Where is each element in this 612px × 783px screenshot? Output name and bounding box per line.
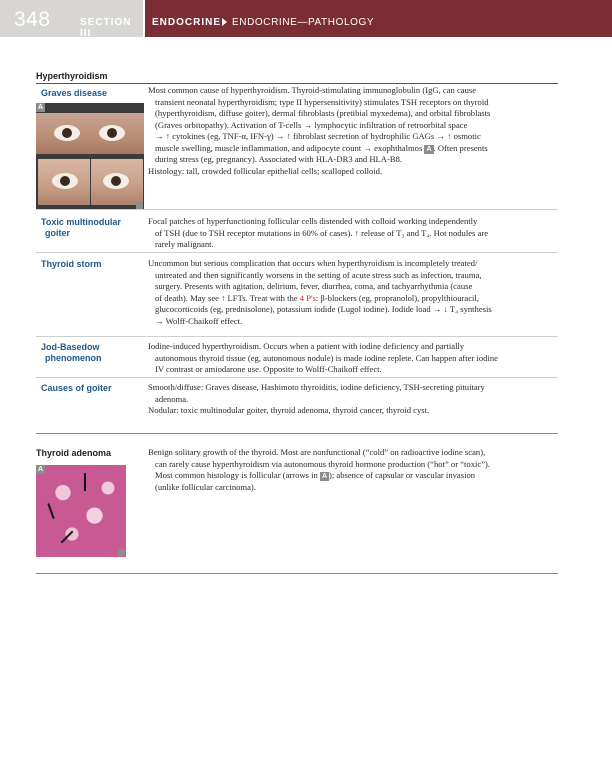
term-causes-of-goiter: Causes of goiter xyxy=(41,383,112,393)
chapter-label: ENDOCRINE xyxy=(152,17,222,28)
text-line: (Graves orbitopathy). Activation of T-cells → lymphocytic infiltration of retroorbital space xyxy=(155,119,468,130)
section-end-rule xyxy=(36,573,558,574)
text-line: autonomous thyroid tissue (eg, autonomous nodule) is made iodine replete. Can happen after iodine xyxy=(155,352,498,363)
text-line: adenoma. xyxy=(155,393,189,404)
section-label: SECTION III xyxy=(80,17,132,39)
text-line: Smooth/diffuse: Graves disease, Hashimoto thyroiditis, iodine deficiency, TSH-secreting pituitary xyxy=(148,382,485,392)
copyright-mark-icon xyxy=(136,202,143,209)
text-line: surgery. Presents with agitation, delirium, fever, diarrhea, coma, and tachyarrhythmia (cause xyxy=(155,281,473,291)
term-line: goiter xyxy=(45,228,71,238)
term-line: phenomenon xyxy=(45,353,102,363)
page-number: 348 xyxy=(14,8,51,31)
image-tag-a: A xyxy=(37,104,44,111)
text-fragment: Most common histology is follicular (arrows in xyxy=(155,470,318,480)
text-line: of TSH (due to TSH receptor mutations in 60% of cases). ↑ release of T₃ and T₄. Hot nodules are xyxy=(155,227,489,238)
text-line: (unlike follicular carcinoma). xyxy=(155,481,256,492)
section-title-hyperthyroidism: Hyperthyroidism xyxy=(36,71,108,81)
graves-description xyxy=(148,85,560,177)
text-line: → Wolff-Chaikoff effect. xyxy=(155,315,243,326)
graves-eyes-image xyxy=(36,103,144,210)
text-line: Most common cause of hyperthyroidism. Thyroid-stimulating immunoglobulin (IgG, can cause xyxy=(148,85,477,95)
section-end-rule xyxy=(36,433,558,434)
term-jod-basedow xyxy=(41,342,102,364)
figure-ref-a: A xyxy=(321,473,328,480)
text-line xyxy=(148,293,560,305)
text-line: (hyperthyroidism, diffuse goiter), dermal fibroblasts (pretibial myxedema), and orbital fibroblasts xyxy=(155,108,491,118)
row-divider xyxy=(36,209,558,210)
text-line: Histology: tall, crowded follicular epithelial cells; scalloped colloid. xyxy=(148,165,383,176)
subchapter-label: ENDOCRINE—PATHOLOGY xyxy=(232,17,375,28)
storm-description xyxy=(148,258,560,327)
text-line xyxy=(148,470,560,482)
text-line: glucocorticoids (eg, prednisolone), potassium iodide (Lugol iodine). Iodide load → ↓ T₄ synthesis xyxy=(155,304,492,314)
term-thyroid-storm: Thyroid storm xyxy=(41,259,102,269)
text-fragment: ); absence of capsular or vascular invasion xyxy=(329,470,476,480)
term-graves-disease: Graves disease xyxy=(41,88,108,98)
arrow-icon xyxy=(84,473,86,491)
adenoma-histology-image xyxy=(36,465,126,557)
text-fragment: : β-blockers (eg, propranolol), propylthiouracil, xyxy=(315,292,479,303)
arrow-icon xyxy=(47,503,54,519)
term-line: Toxic multinodular xyxy=(41,217,121,227)
page-header xyxy=(0,0,612,37)
chapter-band xyxy=(145,0,612,37)
text-line: → ↑ cytokines (eg, TNF-α, IFN-γ) → ↑ fibroblast secretion of hydrophilic GAGs → ↑ osmotic xyxy=(155,131,481,141)
text-line: during stress (eg, pregnancy). Associated with HLA-DR3 and HLA-B8. xyxy=(155,154,403,164)
text-line: transient neonatal hyperthyroidism; type II hypersensitivity) stimulates TSH receptors on thyroid xyxy=(155,96,489,107)
text-line: Iodine-induced hyperthyroidism. Occurs when a patient with iodine deficiency and partially xyxy=(148,341,465,351)
row-divider xyxy=(36,252,558,253)
text-fragment: . Often presents xyxy=(433,142,488,153)
text-line: Focal patches of hyperfunctioning follicular cells distended with colloid working independently xyxy=(148,216,478,226)
text-line: Uncommon but serious complication that occurs when hyperthyroidism is incompletely treated/ xyxy=(148,258,478,268)
copyright-mark-icon xyxy=(118,549,125,556)
four-ps-highlight: 4 P's xyxy=(299,292,316,303)
text-line: rarely malignant. xyxy=(155,239,214,249)
text-fragment: of death). May see ↑ LFTs. Treat with the xyxy=(155,292,298,303)
eyes-photo-bottom-right xyxy=(91,159,143,205)
goiter-description xyxy=(148,382,560,417)
figure-ref-a: A xyxy=(426,145,432,153)
toxic-description xyxy=(148,216,560,251)
text-line: can rarely cause hyperthyroidism via autonomous thyroid hormone production (“hot” or “toxic”). xyxy=(155,458,491,469)
eyes-photo-bottom-left xyxy=(38,159,90,205)
term-toxic-multinodular-goiter xyxy=(41,217,121,239)
term-line: Jod-Basedow xyxy=(41,342,100,352)
text-line: untreated and then significantly worsens in the setting of acute stress such as infection, trauma, xyxy=(155,269,482,280)
jod-description xyxy=(148,341,560,376)
text-line: Benign solitary growth of the thyroid. Most are nonfunctional (“cold” on radioactive iodine scan), xyxy=(148,447,486,457)
chevron-right-icon xyxy=(222,18,227,26)
arrow-icon xyxy=(61,531,74,544)
eyes-photo-top xyxy=(36,113,144,154)
image-tag-a: A xyxy=(37,466,44,473)
section-title-thyroid-adenoma: Thyroid adenoma xyxy=(36,448,112,458)
text-line: IV contrast or amiodarone use. Opposite to Wolff-Chaikoff effect. xyxy=(155,364,382,374)
text-line xyxy=(148,143,560,155)
section-label-box xyxy=(72,0,144,37)
row-divider xyxy=(36,377,558,378)
text-fragment: muscle swelling, muscle inflammation, and adipocyte count → exophthalmos xyxy=(155,142,423,153)
adenoma-description xyxy=(148,447,560,493)
section-rule xyxy=(36,83,558,84)
text-line: Nodular: toxic multinodular goiter, thyroid adenoma, thyroid cancer, thyroid cyst. xyxy=(148,405,430,415)
row-divider xyxy=(36,336,558,337)
